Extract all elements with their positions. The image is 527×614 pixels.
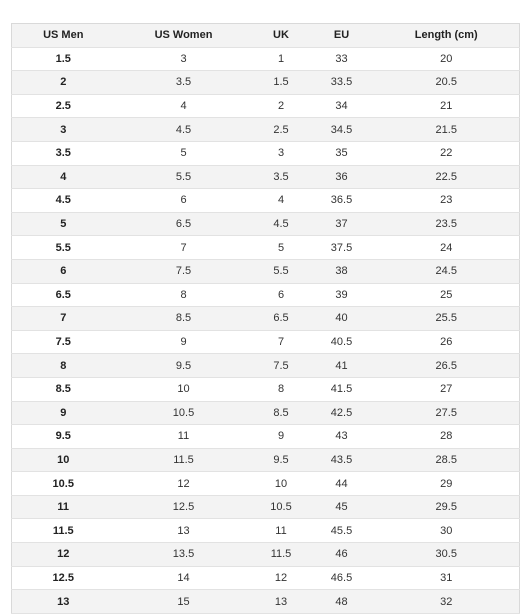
cell-eu: 46.5: [310, 566, 374, 590]
cell-uk: 1: [253, 47, 310, 71]
cell-eu: 41.5: [310, 377, 374, 401]
cell-eu: 41: [310, 354, 374, 378]
cell-uk: 10.5: [253, 495, 310, 519]
cell-length-cm: 23: [374, 189, 520, 213]
table-row: [12, 330, 520, 354]
cell-us-men: 8.5: [12, 377, 115, 401]
cell-uk: 6: [253, 283, 310, 307]
size-chart-container: [11, 23, 519, 614]
cell-eu: 40: [310, 307, 374, 331]
cell-eu: 38: [310, 259, 374, 283]
cell-length-cm: 25: [374, 283, 520, 307]
cell-eu: 45.5: [310, 519, 374, 543]
size-chart-header: [12, 24, 520, 48]
cell-uk: 11: [253, 519, 310, 543]
size-chart-body: [12, 47, 520, 613]
cell-eu: 34: [310, 94, 374, 118]
cell-eu: 48: [310, 590, 374, 614]
cell-uk: 7.5: [253, 354, 310, 378]
header-us-men: US Men: [12, 24, 115, 48]
table-row: [12, 566, 520, 590]
cell-eu: 44: [310, 472, 374, 496]
table-row: [12, 472, 520, 496]
cell-us-women: 12: [115, 472, 253, 496]
table-row: [12, 590, 520, 614]
table-row: [12, 283, 520, 307]
cell-us-women: 10: [115, 377, 253, 401]
table-row: [12, 448, 520, 472]
size-chart-table: [11, 23, 520, 614]
cell-uk: 2.5: [253, 118, 310, 142]
table-row: [12, 236, 520, 260]
cell-length-cm: 22: [374, 141, 520, 165]
cell-us-men: 11: [12, 495, 115, 519]
table-row: [12, 401, 520, 425]
cell-us-women: 6.5: [115, 212, 253, 236]
cell-length-cm: 20: [374, 47, 520, 71]
cell-eu: 37.5: [310, 236, 374, 260]
cell-uk: 10: [253, 472, 310, 496]
cell-uk: 5.5: [253, 259, 310, 283]
cell-uk: 6.5: [253, 307, 310, 331]
cell-eu: 46: [310, 543, 374, 567]
cell-uk: 3: [253, 141, 310, 165]
cell-us-men: 7.5: [12, 330, 115, 354]
cell-us-men: 6.5: [12, 283, 115, 307]
cell-uk: 13: [253, 590, 310, 614]
cell-eu: 40.5: [310, 330, 374, 354]
cell-us-women: 14: [115, 566, 253, 590]
cell-uk: 9: [253, 425, 310, 449]
cell-us-men: 5: [12, 212, 115, 236]
cell-us-women: 13: [115, 519, 253, 543]
table-row: [12, 354, 520, 378]
table-row: [12, 519, 520, 543]
cell-us-men: 2.5: [12, 94, 115, 118]
cell-eu: 43: [310, 425, 374, 449]
cell-us-men: 13: [12, 590, 115, 614]
cell-length-cm: 21.5: [374, 118, 520, 142]
table-row: [12, 259, 520, 283]
header-us-women: US Women: [115, 24, 253, 48]
table-row: [12, 118, 520, 142]
cell-eu: 36.5: [310, 189, 374, 213]
table-row: [12, 141, 520, 165]
cell-us-women: 3: [115, 47, 253, 71]
cell-length-cm: 28.5: [374, 448, 520, 472]
cell-us-men: 10: [12, 448, 115, 472]
cell-eu: 34.5: [310, 118, 374, 142]
table-row: [12, 47, 520, 71]
table-row: [12, 189, 520, 213]
cell-us-women: 12.5: [115, 495, 253, 519]
cell-length-cm: 24.5: [374, 259, 520, 283]
cell-eu: 43.5: [310, 448, 374, 472]
cell-us-men: 1.5: [12, 47, 115, 71]
cell-us-women: 7.5: [115, 259, 253, 283]
cell-us-men: 4.5: [12, 189, 115, 213]
table-row: [12, 425, 520, 449]
cell-us-men: 6: [12, 259, 115, 283]
cell-us-women: 15: [115, 590, 253, 614]
table-row: [12, 307, 520, 331]
cell-length-cm: 21: [374, 94, 520, 118]
cell-us-men: 9: [12, 401, 115, 425]
cell-us-women: 5: [115, 141, 253, 165]
cell-us-women: 4: [115, 94, 253, 118]
cell-eu: 36: [310, 165, 374, 189]
cell-us-men: 12.5: [12, 566, 115, 590]
cell-length-cm: 28: [374, 425, 520, 449]
table-row: [12, 495, 520, 519]
cell-uk: 9.5: [253, 448, 310, 472]
cell-us-women: 11.5: [115, 448, 253, 472]
cell-eu: 39: [310, 283, 374, 307]
cell-us-men: 2: [12, 71, 115, 95]
cell-us-men: 9.5: [12, 425, 115, 449]
cell-eu: 37: [310, 212, 374, 236]
cell-length-cm: 24: [374, 236, 520, 260]
cell-uk: 5: [253, 236, 310, 260]
cell-length-cm: 30: [374, 519, 520, 543]
cell-length-cm: 22.5: [374, 165, 520, 189]
cell-length-cm: 29: [374, 472, 520, 496]
cell-uk: 8: [253, 377, 310, 401]
cell-us-women: 8.5: [115, 307, 253, 331]
cell-length-cm: 20.5: [374, 71, 520, 95]
cell-uk: 7: [253, 330, 310, 354]
cell-us-women: 7: [115, 236, 253, 260]
cell-length-cm: 23.5: [374, 212, 520, 236]
cell-length-cm: 31: [374, 566, 520, 590]
table-row: [12, 212, 520, 236]
header-row: [12, 24, 520, 48]
cell-uk: 4.5: [253, 212, 310, 236]
cell-us-women: 9: [115, 330, 253, 354]
cell-us-women: 10.5: [115, 401, 253, 425]
table-row: [12, 165, 520, 189]
header-uk: UK: [253, 24, 310, 48]
cell-us-men: 3: [12, 118, 115, 142]
cell-uk: 3.5: [253, 165, 310, 189]
cell-us-women: 3.5: [115, 71, 253, 95]
cell-us-men: 7: [12, 307, 115, 331]
cell-length-cm: 26: [374, 330, 520, 354]
cell-length-cm: 29.5: [374, 495, 520, 519]
cell-uk: 4: [253, 189, 310, 213]
cell-us-women: 8: [115, 283, 253, 307]
cell-us-men: 4: [12, 165, 115, 189]
cell-us-women: 9.5: [115, 354, 253, 378]
cell-uk: 11.5: [253, 543, 310, 567]
cell-us-men: 12: [12, 543, 115, 567]
cell-eu: 33.5: [310, 71, 374, 95]
cell-us-women: 11: [115, 425, 253, 449]
cell-length-cm: 32: [374, 590, 520, 614]
cell-uk: 2: [253, 94, 310, 118]
cell-us-women: 4.5: [115, 118, 253, 142]
cell-eu: 33: [310, 47, 374, 71]
cell-us-men: 3.5: [12, 141, 115, 165]
cell-length-cm: 26.5: [374, 354, 520, 378]
cell-uk: 12: [253, 566, 310, 590]
cell-us-women: 6: [115, 189, 253, 213]
cell-us-women: 13.5: [115, 543, 253, 567]
cell-uk: 1.5: [253, 71, 310, 95]
cell-length-cm: 30.5: [374, 543, 520, 567]
cell-length-cm: 27: [374, 377, 520, 401]
cell-us-men: 10.5: [12, 472, 115, 496]
cell-us-men: 5.5: [12, 236, 115, 260]
cell-us-men: 8: [12, 354, 115, 378]
cell-us-women: 5.5: [115, 165, 253, 189]
header-eu: EU: [310, 24, 374, 48]
cell-us-men: 11.5: [12, 519, 115, 543]
cell-uk: 8.5: [253, 401, 310, 425]
cell-length-cm: 27.5: [374, 401, 520, 425]
cell-eu: 45: [310, 495, 374, 519]
cell-length-cm: 25.5: [374, 307, 520, 331]
header-length-cm: Length (cm): [374, 24, 520, 48]
table-row: [12, 71, 520, 95]
table-row: [12, 377, 520, 401]
cell-eu: 42.5: [310, 401, 374, 425]
table-row: [12, 94, 520, 118]
table-row: [12, 543, 520, 567]
cell-eu: 35: [310, 141, 374, 165]
